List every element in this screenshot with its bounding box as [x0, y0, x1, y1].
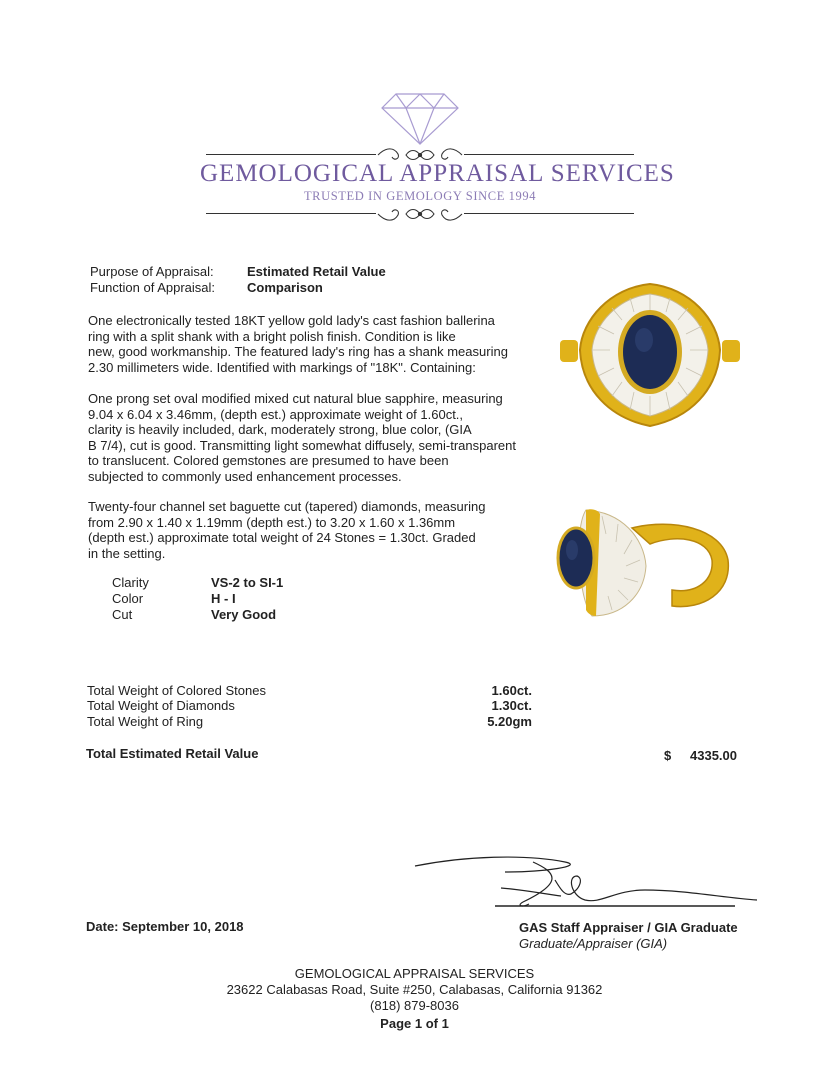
header-rule-top-left: [206, 154, 376, 155]
retail-value-label: Total Estimated Retail Value: [86, 746, 259, 761]
diamond-logo-icon: [378, 88, 462, 148]
total-label-ring: Total Weight of Ring: [87, 714, 204, 729]
sapphire-description: One prong set oval modified mixed cut natural blue sapphire, measuring 9.04 x 6.04 x 3.46mm, (depth est.) approximate weight of 1.60ct., clarity is heavily included, dark, moderately strong, blue color, (GIA B 7/4), cut is good. Transmitting light somewhat diffusely, semi-transparent to translucent. Colored gemstones are presumed to have been subjected to commonly used enhancement processes.: [88, 391, 516, 484]
appraiser-title: GAS Staff Appraiser / GIA Graduate: [519, 920, 738, 935]
footer-company: GEMOLOGICAL APPRAISAL SERVICES: [294, 966, 535, 981]
total-label-colored-stones: Total Weight of Colored Stones: [87, 683, 266, 698]
ring-description: One electronically tested 18KT yellow gold lady's cast fashion ballerina ring with a split shank with a bright polish finish. Condition is like new, good workmanship. The featured lady's ring has a shank measuring 2.30 millimeters wide. Identified with markings of "18K". Containing:: [88, 313, 508, 375]
retail-currency: $: [664, 748, 672, 763]
footer-phone: (818) 879-8036: [370, 998, 459, 1013]
grade-value-color: H - I: [211, 591, 236, 606]
purpose-value: Estimated Retail Value: [247, 264, 386, 279]
page-number: Page 1 of 1: [380, 1016, 449, 1031]
header-rule-top-right: [464, 154, 634, 155]
grade-value-clarity: VS-2 to SI-1: [211, 575, 284, 590]
total-value-ring: 5.20gm: [487, 714, 532, 729]
header-rule-bottom-left: [206, 213, 376, 214]
letterhead: [200, 88, 675, 228]
header-rule-bottom-right: [464, 213, 634, 214]
total-value-colored-stones: 1.60ct.: [491, 683, 532, 698]
company-tagline: TRUSTED IN GEMOLOGY SINCE 1994: [303, 189, 537, 203]
company-name: GEMOLOGICAL APPRAISAL SERVICES: [200, 160, 675, 187]
function-value: Comparison: [247, 280, 323, 295]
appraiser-subtitle: Graduate/Appraiser (GIA): [519, 936, 668, 951]
ring-side-image: [552, 498, 742, 623]
scroll-ornament-bottom-icon: [376, 204, 464, 224]
function-label: Function of Appraisal:: [90, 280, 216, 295]
retail-amount: 4335.00: [690, 748, 737, 763]
ring-front-image: [560, 280, 740, 430]
grade-label-cut: Cut: [112, 607, 133, 622]
purpose-label: Purpose of Appraisal:: [90, 264, 214, 279]
appraisal-date: Date: September 10, 2018: [86, 919, 244, 934]
total-value-diamonds: 1.30ct.: [491, 698, 532, 713]
footer-address: 23622 Calabasas Road, Suite #250, Calabasas, California 91362: [226, 982, 603, 997]
total-label-diamonds: Total Weight of Diamonds: [87, 698, 235, 713]
diamond-description: Twenty-four channel set baguette cut (tapered) diamonds, measuring from 2.90 x 1.40 x 1.19mm (depth est.) to 3.20 x 1.60 x 1.36mm (depth est.) approximate total weight of 24 Stones = 1.30ct. Graded in the setting.: [88, 499, 486, 561]
grade-value-cut: Very Good: [211, 607, 277, 622]
grade-label-color: Color: [112, 591, 144, 606]
grade-label-clarity: Clarity: [112, 575, 149, 590]
appraiser-signature: [405, 850, 765, 920]
